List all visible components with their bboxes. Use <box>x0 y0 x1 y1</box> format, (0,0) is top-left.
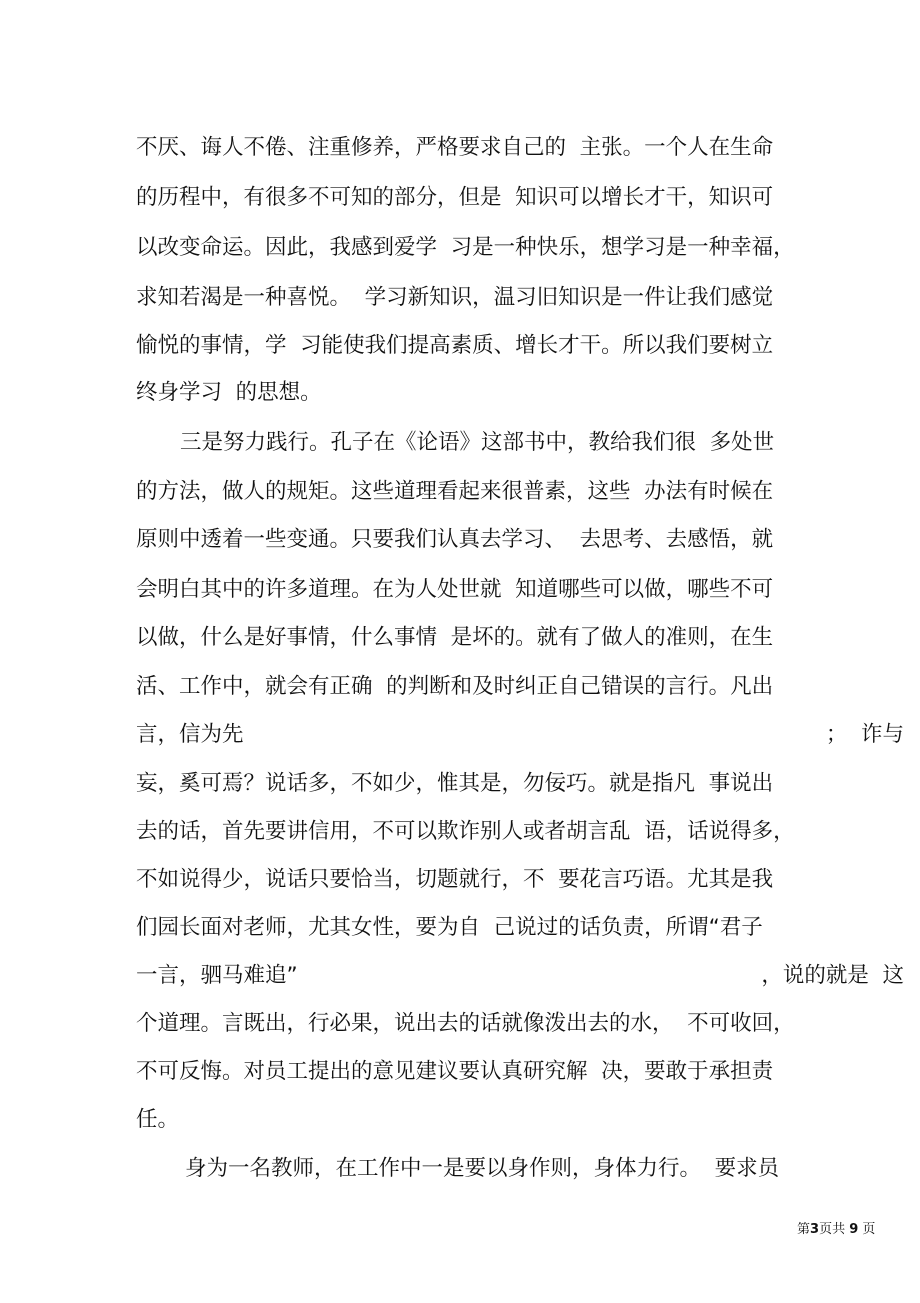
text-line: 去的话，首先要讲信用，不可以欺诈别人或者胡言乱 语，话说得多， <box>136 819 795 844</box>
text-line: 会明白其中的许多道理。在为人处世就 知道哪些可以做，哪些不可 <box>136 577 774 602</box>
text-line: 妄，奚可焉？说话多，不如少，惟其是，勿佞巧。就是指凡 事说出 <box>136 771 774 796</box>
text-line: 原则中透着一些变通。只要我们认真去学习、 去思考、去感悟，就 <box>136 527 774 552</box>
text-line: 个道理。言既出，行必果，说出去的话就像泼出去的水， 不可收回， <box>136 1011 795 1036</box>
text-line: 以改变命运。因此，我感到爱学 习是一种快乐，想学习是一种幸福， <box>136 235 795 260</box>
text-line: 愉悦的事情，学 习能使我们提高素质、增长才干。所以我们要树立 <box>136 333 774 358</box>
text-segment-left: 一言，驷马难追” <box>136 963 298 988</box>
text-segment-right: ，说的就是 这 <box>761 963 904 988</box>
text-line: 们园长面对老师，尤其女性，要为自 己说过的话负责，所谓“君子 <box>136 915 763 940</box>
text-segment-right: ； 诈与 <box>825 722 904 747</box>
current-page-number: 3 <box>810 1222 820 1237</box>
text-line: 不可反悔。对员工提出的意见建议要认真研究解 决，要敢于承担责 <box>136 1059 774 1084</box>
text-line: 任。 <box>136 1107 180 1132</box>
text-segment-left: 言，信为先 <box>136 722 244 747</box>
text-line-split <box>136 715 904 755</box>
footer-prefix: 第 <box>797 1222 811 1237</box>
footer-suffix: 页 <box>858 1222 876 1237</box>
total-page-number: 9 <box>849 1222 859 1237</box>
text-line: 的方法，做人的规矩。这些道理看起来很普素，这些 办法有时候在 <box>136 479 774 504</box>
text-line: 不厌、诲人不倦、注重修养，严格要求自己的 主张。一个人在生命 <box>136 135 774 160</box>
page-number-footer <box>797 1222 875 1238</box>
text-line: 不如说得少，说话只要恰当，切题就行，不 要花言巧语。尤其是我 <box>136 867 774 892</box>
paragraph-first-line: 三是努力践行。孔子在《论语》这部书中，教给我们很 多处世 <box>180 430 775 455</box>
text-line: 活、工作中，就会有正确 的判断和及时纠正自己错误的言行。凡出 <box>136 674 774 699</box>
footer-middle: 页共 <box>819 1222 850 1237</box>
text-line: 的历程中，有很多不可知的部分，但是 知识可以增长才干，知识可 <box>136 185 774 210</box>
paragraph-first-line: 身为一名教师，在工作中一是要以身作则，身体力行。 要求员 <box>185 1156 780 1181</box>
text-line: 终身学习 的思想。 <box>136 380 322 405</box>
text-line-split <box>136 956 904 996</box>
text-line: 以做，什么是好事情，什么事情 是坏的。就有了做人的准则，在生 <box>136 625 774 650</box>
text-line: 求知若渴是一种喜悦。 学习新知识，温习旧知识是一件让我们感觉 <box>136 285 774 310</box>
